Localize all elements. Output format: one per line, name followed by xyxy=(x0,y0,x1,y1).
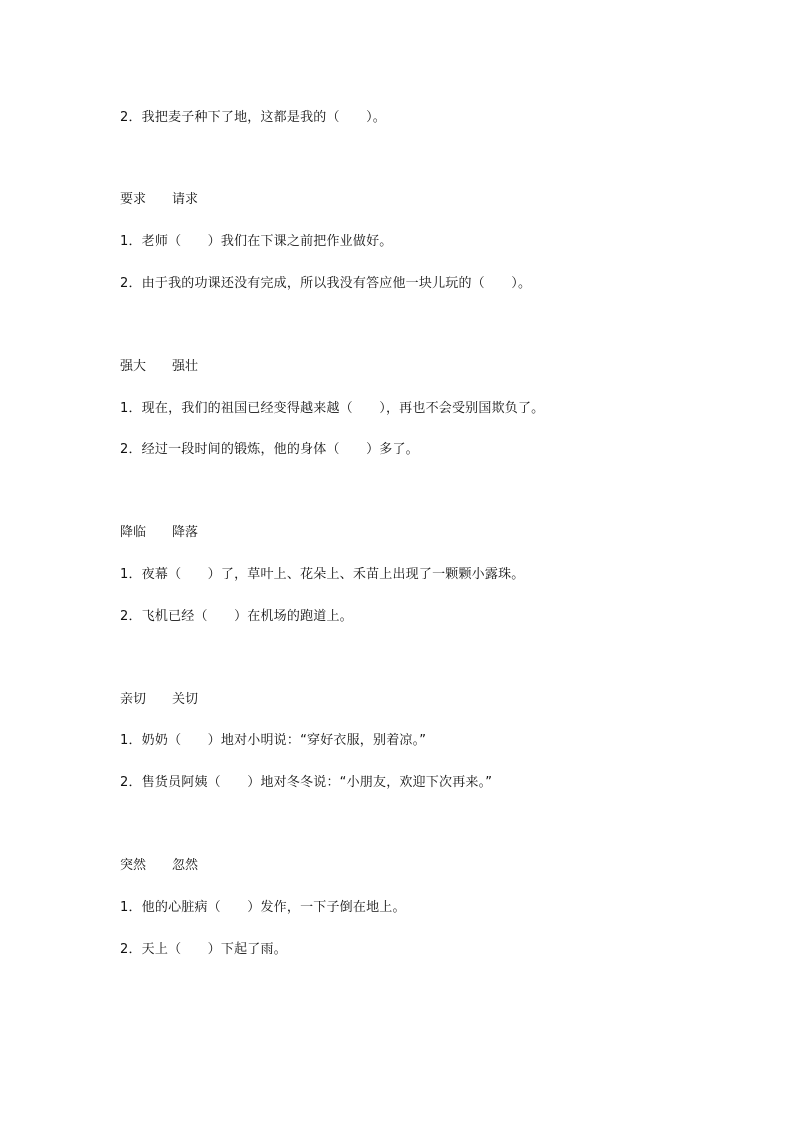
word-option: 请求 xyxy=(172,192,199,207)
question-item: 2．由于我的功课还没有完成，所以我没有答应他一块儿玩的（ ）。 xyxy=(120,276,532,291)
question-item: 1．夜幕（ ）了，草叶上、花朵上、禾苗上出现了一颗颗小露珠。 xyxy=(120,567,525,582)
word-option: 降落 xyxy=(172,525,199,540)
word-option: 忽然 xyxy=(172,858,199,873)
question-item: 2．经过一段时间的锻炼，他的身体（ ）多了。 xyxy=(120,442,419,457)
word-option: 降临 xyxy=(120,525,147,540)
word-option: 突然 xyxy=(120,858,147,873)
word-option: 亲切 xyxy=(120,692,147,707)
question-item: 2．售货员阿姨（ ）地对冬冬说：“小朋友，欢迎下次再来。” xyxy=(120,775,493,790)
word-option: 要求 xyxy=(120,192,147,207)
word-pair xyxy=(120,857,199,875)
word-pair xyxy=(120,191,199,209)
word-option: 关切 xyxy=(172,692,199,707)
word-option: 强壮 xyxy=(172,359,199,374)
word-pair xyxy=(120,358,199,376)
word-pair xyxy=(120,691,199,709)
question-item: 1．奶奶（ ）地对小明说：“穿好衣服，别着凉。” xyxy=(120,733,427,748)
question-item: 1．他的心脏病（ ）发作，一下子倒在地上。 xyxy=(120,900,406,915)
question-item: 2．天上（ ）下起了雨。 xyxy=(120,942,287,957)
question-item: 1．老师（ ）我们在下课之前把作业做好。 xyxy=(120,234,393,249)
question-item: 2．我把麦子种下了地，这都是我的（ ）。 xyxy=(120,110,386,125)
word-option: 强大 xyxy=(120,359,147,374)
question-item: 1．现在，我们的祖国已经变得越来越（ ），再也不会受别国欺负了。 xyxy=(120,401,545,416)
word-pair xyxy=(120,524,199,542)
question-item: 2．飞机已经（ ）在机场的跑道上。 xyxy=(120,609,353,624)
